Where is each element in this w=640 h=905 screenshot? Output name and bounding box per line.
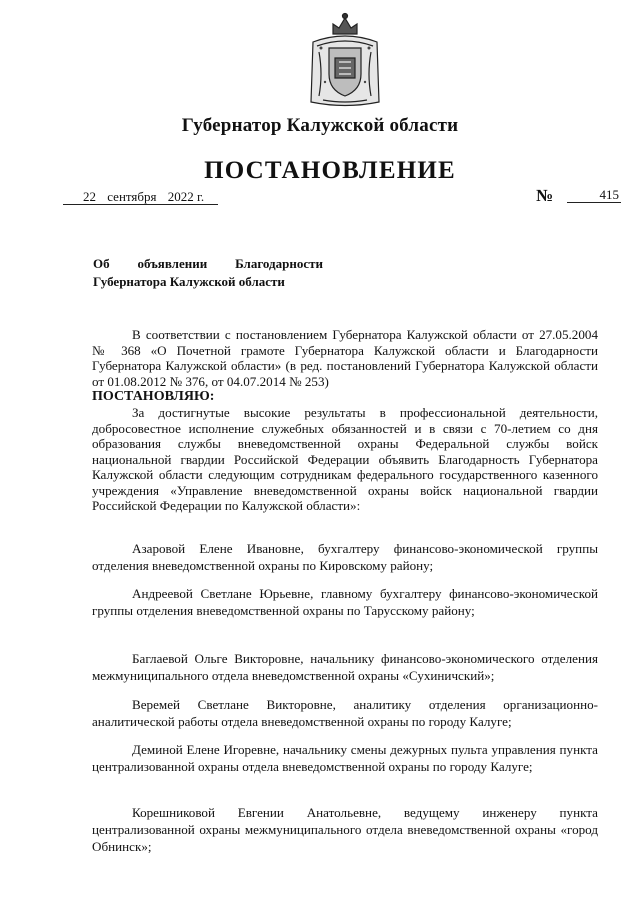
coat-of-arms-emblem [307, 12, 383, 110]
date-year: 2022 г. [167, 189, 205, 204]
preamble-paragraph: В соответствии с постановлением Губернатора Калужской области от 27.05.2004 № 368 «О Почетной грамоте Губернатора Калужской области и Благодарности Губернатора Калужской области» (в ред. постановлений Губернатора Калужской области от 01.08.2012 № 376, от 04.07.2014 № 253) [92, 327, 598, 389]
document-subject [93, 255, 323, 291]
recipient-item: Деминой Елене Игоревне, начальнику смены дежурных пульта управления пункта централизованной охраны отдела вневедомственной охраны по городу Калуге; [92, 742, 598, 774]
date-month: сентября [107, 189, 157, 204]
governor-title: Губернатор Калужской области [181, 115, 459, 136]
number-label: № [536, 186, 554, 205]
resolution-paragraph: За достигнутые высокие результаты в профессиональной деятельности, добросовестное исполнение служебных обязанностей и в связи с 70-летием со дня образования службы вневедомственной охраны Федеральной службы войск национальной гвардии Российской Федерации объявить Благодарность Губернатора Калужской области следующим сотрудникам федерального государственного казенного учреждения «Управление вневедомственной охраны войск национальной гвардии Российской Федерации по Калужской области»: [92, 405, 598, 513]
recipient-item: Веремей Светлане Викторовне, аналитику отделения организационно-аналитической работы отдела вневедомственной охраны по городу Калуге; [92, 697, 598, 729]
document-date [63, 190, 218, 205]
subject-line-2: Губернатора Калужской области [93, 274, 285, 289]
recipient-item: Андреевой Светлане Юрьевне, главному бухгалтеру финансово-экономической группы отделения вневедомственной охраны по Тарусскому району; [92, 586, 598, 618]
document-type-heading: ПОСТАНОВЛЕНИЕ [204, 157, 456, 184]
resolve-word: ПОСТАНОВЛЯЮ: [92, 389, 215, 404]
recipient-item: Баглаевой Ольге Викторовне, начальнику финансово-экономического отделения межмуниципального отдела вневедомственной охраны «Сухиничский»; [92, 651, 598, 683]
date-day: 22 [83, 189, 96, 204]
document-number: 415 [567, 188, 621, 203]
subject-line-1: Об объявлении Благодарности [93, 256, 323, 271]
recipient-item: Корешниковой Евгении Анатольевне, ведущему инженеру пункта централизованной охраны межмуниципального отдела вневедомственной охраны «город Обнинск»; [92, 805, 598, 854]
recipient-item: Азаровой Елене Ивановне, бухгалтеру финансово-экономической группы отделения вневедомственной охраны по Кировскому району; [92, 541, 598, 573]
